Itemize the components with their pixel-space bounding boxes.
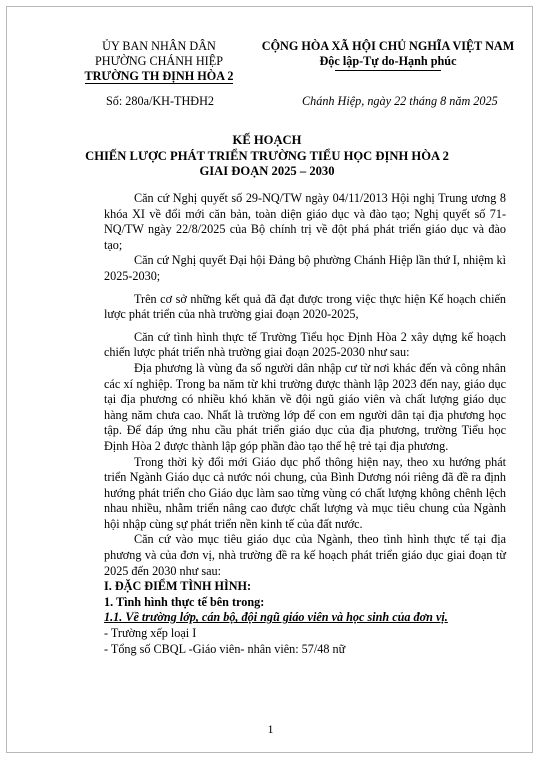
motto: Độc lập-Tự do-Hạnh phúc <box>319 54 457 68</box>
school-name: TRƯỜNG TH ĐỊNH HÒA 2 <box>84 69 234 83</box>
list-item: - Tổng số CBQL -Giáo viên- nhân viên: 57/48 nữ <box>104 641 346 656</box>
subsection-heading-1: 1. Tình hình thực tế bên trong: <box>104 594 265 609</box>
paragraph-plan-intro: Căn cứ vào mục tiêu giáo dục của Ngành, theo tình hình thực tế tại địa phương và của đơn vị, nhà trường đề ra kế hoạch phát triển giáo dục giai đoạn từ 2025 đến 2030 như sau: <box>104 532 506 578</box>
ward-name: PHƯỜNG CHÁNH HIỆP <box>95 54 223 68</box>
title-line-2: GIAI ĐOẠN 2025 – 2030 <box>199 164 335 178</box>
document-title <box>40 133 494 180</box>
paragraph-local-context: Địa phương là vùng đa số người dân nhập cư từ nơi khác đến và công nhân các xí nghiệp. Trong ba năm từ khi trường được thành lập 2023 đến nay, giáo dục tại địa phương có nhiều khó khăn về đội ngũ giáo viên và chất lượng giáo dục hàng năm chưa cao. Nhất là trường lớp để con em người dân tại địa phương học tập. Để đáp ứng nhu cầu phát triển giáo dục của địa phương, trường Tiểu học Định Hòa 2 được thành lập góp phần đào tạo thế hệ trẻ tại địa phương. <box>104 360 506 453</box>
list-item: - Trường xếp loại I <box>104 626 197 641</box>
document-date: Chánh Hiệp, ngày 22 tháng 8 năm 2025 <box>302 94 498 108</box>
nation-title: CỘNG HÒA XÃ HỘI CHỦ NGHĨA VIỆT NAM <box>261 39 515 53</box>
paragraph-legal-basis-1: Căn cứ Nghị quyết số 29-NQ/TW ngày 04/11/2013 Hội nghị Trung ương 8 khóa XI về đổi mới căn bản, toàn diện giáo dục và đào tạo; Nghị quyết số 71-NQ/TW ngày 22/8/2025 của Bộ chính trị về đột phá phát triển giáo dục và đào tạo; <box>104 191 506 252</box>
page-number: 1 <box>267 722 274 736</box>
motto-underline <box>335 70 441 71</box>
header-right <box>253 39 523 71</box>
title-type: KẾ HOẠCH <box>232 133 302 147</box>
paragraph-legal-basis-2: Căn cứ Nghị quyết Đại hội Đảng bộ phường Chánh Hiệp lần thứ I, nhiệm kì 2025-2030; <box>104 253 506 283</box>
paragraph-prior-results: Trên cơ sở những kết quả đã đạt được trong việc thực hiện Kế hoạch chiến lược phát triển của nhà trường giai đoạn 2020-2025, <box>104 291 506 322</box>
authority-name: ỦY BAN NHÂN DÂN <box>102 39 216 53</box>
section-heading-1: I. ĐẶC ĐIỂM TÌNH HÌNH: <box>104 579 252 594</box>
paragraph-situation-basis: Căn cứ tình hình thực tế Trường Tiểu học Định Hòa 2 xây dựng kế hoạch chiến lược phát triển nhà trường giai đoạn 2025-2030 như sau: <box>104 329 506 360</box>
subsubsection-heading-1-1: 1.1. Về trường lớp, cán bộ, đội ngũ giáo viên và học sinh của đơn vị. <box>104 610 448 625</box>
document-body <box>104 191 506 657</box>
title-line-1: CHIẾN LƯỢC PHÁT TRIỂN TRƯỜNG TIỂU HỌC ĐỊNH HÒA 2 <box>85 148 449 163</box>
header-left <box>76 39 242 84</box>
document-number: Số: 280a/KH-THĐH2 <box>106 94 214 108</box>
paragraph-reform-context: Trong thời kỳ đổi mới Giáo dục phổ thông hiện nay, theo xu hướng phát triển Ngành Giáo dục cả nước nói chung, của Bình Dương nói riêng đã đề ra định hướng phát triển cho Giáo dục làm sao từng vùng có chất lượng không chênh lệch nhau nhiều, nhằm triển nâng cao được chất lượng và mục tiêu chung của Ngành hội nhập cùng sự phát triển nền kinh tế của đất nước. <box>104 454 506 531</box>
